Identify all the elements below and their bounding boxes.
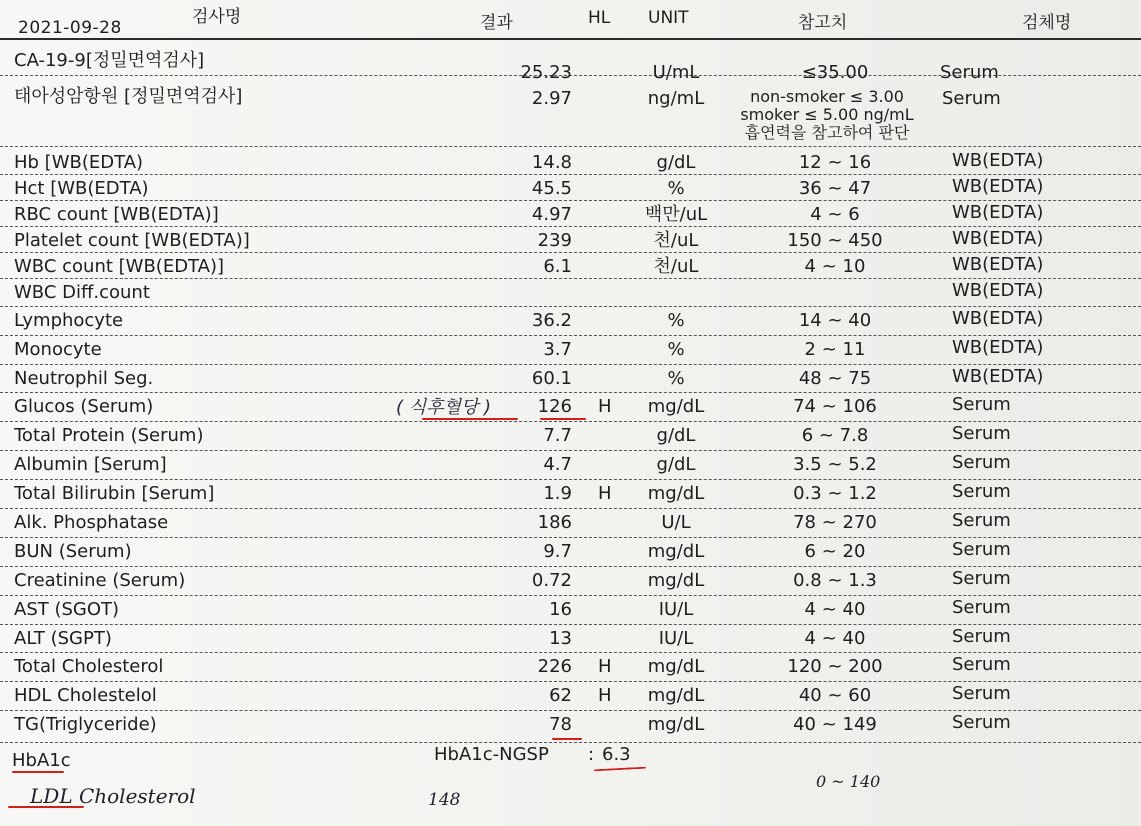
test-name: Monocyte [14, 339, 102, 360]
test-unit: mg/dL [647, 714, 705, 735]
test-reference: 3.5 ~ 5.2 [793, 454, 877, 475]
table-row [0, 148, 1141, 175]
test-result: 7.7 [543, 425, 572, 446]
test-specimen: WB(EDTA) [952, 366, 1044, 387]
ldl-underline [8, 806, 84, 808]
test-unit: mg/dL [647, 483, 705, 504]
test-specimen: WB(EDTA) [952, 254, 1044, 275]
test-specimen: WB(EDTA) [952, 202, 1044, 223]
test-specimen: WB(EDTA) [952, 228, 1044, 249]
hba1c-separator: : [588, 744, 595, 765]
test-unit: mg/dL [647, 685, 705, 706]
test-result: 226 [537, 656, 572, 677]
test-result: 239 [537, 230, 572, 251]
test-result: 9.7 [543, 541, 572, 562]
test-result: 36.2 [531, 310, 572, 331]
test-specimen: Serum [952, 597, 1011, 618]
test-specimen: Serum [952, 423, 1011, 444]
test-name: WBC count [WB(EDTA)] [14, 256, 225, 277]
test-unit: % [667, 310, 685, 331]
test-name: Glucos (Serum) [14, 396, 154, 417]
test-specimen: Serum [942, 88, 1001, 109]
hba1c-name: HbA1c [12, 750, 71, 771]
test-result: 6.1 [543, 256, 572, 277]
test-unit: g/dL [656, 425, 696, 446]
test-reference: 78 ~ 270 [793, 512, 877, 533]
test-reference: 40 ~ 149 [793, 714, 877, 735]
test-result: 14.8 [531, 152, 572, 173]
header-result: 결과 [480, 13, 513, 33]
test-name: Hb [WB(EDTA) [14, 152, 144, 173]
test-specimen: Serum [952, 394, 1011, 415]
test-unit: 천/uL [653, 230, 699, 251]
test-specimen: WB(EDTA) [952, 308, 1044, 329]
table-row [0, 46, 1141, 83]
table-row [0, 278, 1141, 307]
test-reference: 2 ~ 11 [804, 339, 866, 360]
test-unit: mg/dL [647, 570, 705, 591]
test-unit: % [667, 368, 685, 389]
test-result: 25.23 [520, 62, 572, 83]
test-hl-flag: H [598, 685, 612, 706]
test-result: 4.97 [531, 204, 572, 225]
test-name: Neutrophil Seg. [14, 368, 154, 389]
test-result: 126 [537, 396, 572, 417]
test-reference: 4 ~ 6 [810, 204, 860, 225]
table-row [0, 252, 1141, 279]
table-row [0, 226, 1141, 253]
test-result: 13 [549, 628, 572, 649]
table-row [0, 537, 1141, 567]
test-unit: g/dL [656, 454, 696, 475]
report-date: 2021-09-28 [18, 18, 122, 38]
header-reference: 참고치 [798, 13, 848, 33]
test-specimen: WB(EDTA) [952, 337, 1044, 358]
table-row [0, 421, 1141, 451]
table-row [0, 174, 1141, 201]
test-name: Albumin [Serum] [14, 454, 167, 475]
test-reference: 6 ~ 7.8 [801, 425, 869, 446]
test-name: Platelet count [WB(EDTA)] [14, 230, 250, 251]
hba1c-label: HbA1c-NGSP [434, 744, 549, 765]
test-unit: g/dL [656, 152, 696, 173]
table-row [0, 681, 1141, 711]
test-unit: mg/dL [647, 396, 705, 417]
table-row [0, 450, 1141, 480]
glucose-handwritten-note: ( 식후혈당 ) [396, 397, 492, 418]
test-result: 186 [537, 512, 572, 533]
test-result: 78 [549, 714, 572, 735]
test-result: 0.72 [531, 570, 572, 591]
test-name: Lymphocyte [14, 310, 124, 331]
test-specimen: WB(EDTA) [952, 150, 1044, 171]
test-specimen: Serum [952, 452, 1011, 473]
table-row [0, 335, 1141, 365]
test-name: Alk. Phosphatase [14, 512, 169, 533]
header-hl: HL [588, 8, 611, 28]
test-specimen: Serum [952, 683, 1011, 704]
ldl-handwritten-reference: 0 ~ 140 [816, 772, 881, 791]
test-unit: U/mL [652, 62, 700, 83]
test-name: RBC count [WB(EDTA)] [14, 204, 219, 225]
table-row [0, 479, 1141, 509]
table-row [0, 624, 1141, 653]
test-result: 4.7 [543, 454, 572, 475]
hba1c-value: 6.3 [602, 744, 631, 765]
test-specimen: Serum [952, 626, 1011, 647]
test-name: Total Bilirubin [Serum] [14, 483, 215, 504]
table-row [0, 200, 1141, 227]
test-result: 16 [549, 599, 572, 620]
test-unit: 백만/uL [644, 204, 708, 225]
test-name: TG(Triglyceride) [14, 714, 157, 735]
test-unit: % [667, 339, 685, 360]
test-reference: 14 ~ 40 [798, 310, 872, 331]
tg-result-underline [552, 738, 582, 740]
test-reference: 150 ~ 450 [787, 230, 883, 251]
test-hl-flag: H [598, 483, 612, 504]
table-row [0, 306, 1141, 336]
test-result: 3.7 [543, 339, 572, 360]
test-result: 62 [549, 685, 572, 706]
reference-line: 흡연력을 참고하여 판단 [744, 123, 910, 142]
test-hl-flag: H [598, 656, 612, 677]
test-name: Hct [WB(EDTA) [14, 178, 149, 199]
test-hl-flag: H [598, 396, 612, 417]
test-name: 태아성암항원 [정밀면역검사] [14, 86, 243, 107]
test-unit: mg/dL [647, 656, 705, 677]
test-unit: % [667, 178, 685, 199]
test-reference: ≤35.00 [801, 62, 869, 83]
table-row [0, 364, 1141, 393]
test-reference [712, 88, 942, 142]
table-row [0, 652, 1141, 682]
table-header [0, 0, 1141, 40]
test-unit: 천/uL [653, 256, 699, 277]
ldl-handwritten-label: LDL Cholesterol [30, 784, 196, 808]
test-reference: 0.8 ~ 1.3 [793, 570, 877, 591]
table-row [0, 566, 1141, 596]
test-unit: IU/L [658, 599, 694, 620]
test-reference: 40 ~ 60 [798, 685, 872, 706]
test-reference: 6 ~ 20 [804, 541, 866, 562]
test-specimen: WB(EDTA) [952, 280, 1044, 301]
test-name: CA-19-9[정밀면역검사] [14, 50, 205, 71]
table-row [0, 595, 1141, 625]
table-row [0, 508, 1141, 538]
header-specimen: 검체명 [1022, 13, 1072, 33]
test-specimen: Serum [952, 510, 1011, 531]
test-reference: 12 ~ 16 [798, 152, 872, 173]
test-result: 60.1 [531, 368, 572, 389]
test-specimen: Serum [940, 62, 999, 83]
test-result: 2.97 [531, 88, 572, 109]
test-specimen: Serum [952, 712, 1011, 733]
header-test-name: 검사명 [192, 7, 242, 27]
header-unit: UNIT [648, 8, 689, 28]
test-name: Creatinine (Serum) [14, 570, 186, 591]
test-name: BUN (Serum) [14, 541, 132, 562]
test-reference: 120 ~ 200 [787, 656, 883, 677]
reference-line: smoker ≤ 5.00 ng/mL [740, 105, 914, 124]
test-specimen: WB(EDTA) [952, 176, 1044, 197]
reference-line: non-smoker ≤ 3.00 [750, 87, 904, 106]
test-unit: IU/L [658, 628, 694, 649]
test-name: AST (SGOT) [14, 599, 120, 620]
test-name: Total Cholesterol [14, 656, 164, 677]
test-name: ALT (SGPT) [14, 628, 112, 649]
test-result: 1.9 [543, 483, 572, 504]
hba1c-row [0, 744, 1141, 774]
test-reference: 36 ~ 47 [798, 178, 872, 199]
hba1c-underline [12, 771, 64, 773]
test-name: Total Protein (Serum) [14, 425, 204, 446]
test-unit: mg/dL [647, 541, 705, 562]
ldl-handwritten-value: 148 [428, 790, 461, 810]
test-specimen: Serum [952, 539, 1011, 560]
test-reference: 74 ~ 106 [793, 396, 877, 417]
table-row [0, 86, 1141, 147]
test-name: WBC Diff.count [14, 282, 150, 303]
test-reference: 48 ~ 75 [798, 368, 872, 389]
test-result: 45.5 [531, 178, 572, 199]
glucose-note-underline [422, 418, 518, 420]
test-reference: 4 ~ 40 [804, 599, 866, 620]
test-name: HDL Cholestelol [14, 685, 157, 706]
test-unit: ng/mL [647, 88, 705, 109]
test-reference: 4 ~ 40 [804, 628, 866, 649]
test-specimen: Serum [952, 568, 1011, 589]
test-specimen: Serum [952, 654, 1011, 675]
test-specimen: Serum [952, 481, 1011, 502]
glucose-result-underline [540, 418, 586, 420]
test-unit: U/L [661, 512, 691, 533]
test-reference: 4 ~ 10 [804, 256, 866, 277]
test-reference: 0.3 ~ 1.2 [793, 483, 877, 504]
